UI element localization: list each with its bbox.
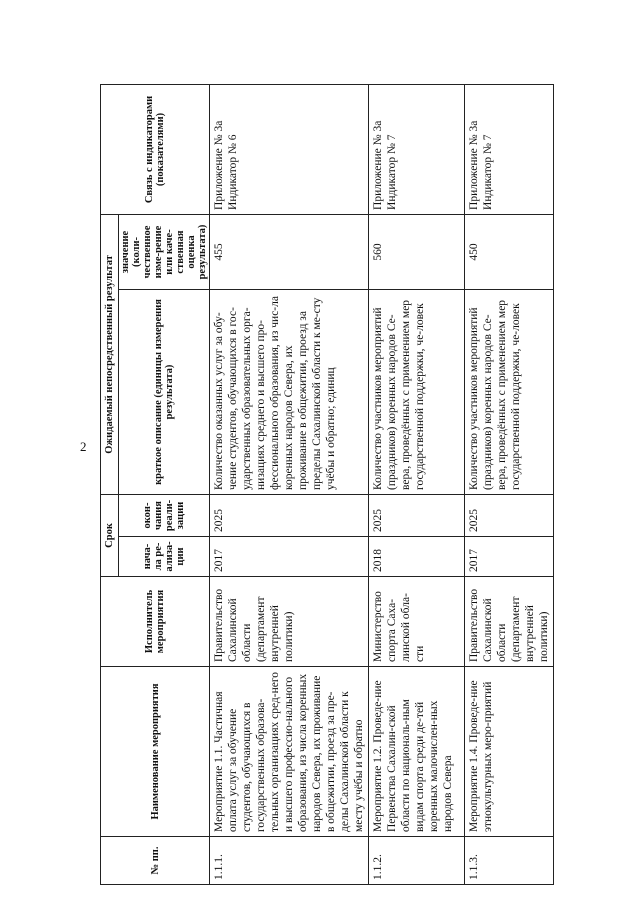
header-value: значение (коли-чественное изме-рение или каче-ственная оценка результата) bbox=[119, 214, 210, 289]
row-link: Приложение № 3а Индикатор № 7 bbox=[465, 84, 554, 214]
table-row bbox=[369, 84, 465, 884]
row-value: 450 bbox=[465, 214, 554, 289]
row-start: 2017 bbox=[210, 537, 369, 577]
header-short: краткое описание (единицы измерения результата) bbox=[119, 289, 210, 494]
row-start: 2017 bbox=[465, 537, 554, 577]
table-row bbox=[465, 84, 554, 884]
header-num: № пп. bbox=[101, 837, 210, 885]
row-description: Количество участников мероприятий (праздников) коренных народов Се-вера, проведённых с применением мер государственной поддержки, че-ловек bbox=[369, 289, 465, 494]
table-row bbox=[210, 84, 369, 884]
row-end: 2025 bbox=[210, 494, 369, 536]
header-end: окон-чания реали-зации bbox=[119, 494, 210, 536]
row-value: 560 bbox=[369, 214, 465, 289]
header-result: Ожидаемый непосредственный результат bbox=[101, 214, 119, 494]
row-num: 1.1.2. bbox=[369, 837, 465, 885]
row-link: Приложение № 3а Индикатор № 6 bbox=[210, 84, 369, 214]
header-start: нача-ла ре-ализа-ции bbox=[119, 537, 210, 577]
row-end: 2025 bbox=[369, 494, 465, 536]
row-executor: Правительство Сахалинской области (департамент внутренней политики) bbox=[465, 577, 554, 667]
header-term: Срок bbox=[101, 494, 119, 576]
row-value: 455 bbox=[210, 214, 369, 289]
row-start: 2018 bbox=[369, 537, 465, 577]
header-executor: Исполнитель мероприятия bbox=[101, 577, 210, 667]
row-name: Мероприятие 1.1. Частичная оплата услуг за обучение студентов, обучающихся в государственных образова-тельных организациях сред-него и высшего профессио-нального образования, из числа коренных народов Севера, их проживание в общежитии, проезд за пре-делы Сахалинской области к месту учёбы и обратно bbox=[210, 667, 369, 837]
page-number: 2 bbox=[80, 439, 87, 454]
row-description: Количество участников мероприятий (праздников) коренных народов Се-вера, проведённых с применением мер государственной поддержки, че-ловек bbox=[465, 289, 554, 494]
header-name: Наименование мероприятия bbox=[101, 667, 210, 837]
row-executor: Министерство спорта Саха-линской обла-сти bbox=[369, 577, 465, 667]
row-executor: Правительство Сахалинской области (департамент внутренней политики) bbox=[210, 577, 369, 667]
header-link: Связь с индикаторами (показателями) bbox=[101, 84, 210, 214]
row-num: 1.1.3. bbox=[465, 837, 554, 885]
row-name: Мероприятие 1.2. Проведе-ние Первенства Сахалин-ской области по националь-ным видам спорта среди де-тей коренных малочислен-ных народов Севера bbox=[369, 667, 465, 837]
row-link: Приложение № 3а Индикатор № 7 bbox=[369, 84, 465, 214]
row-name: Мероприятие 1.4. Проведе-ние этнокультурных меро-приятий bbox=[465, 667, 554, 837]
row-description: Количество оказанных услуг за обу-чение студентов, обучающихся в гос-ударственных образовательных орга-низациях среднего и высшего про-фессионального образования, из чис-ла коренных народов Севера, их проживание в общежитии, проезд за пределы Сахалинской области к ме-сту учёбы и обратно; единиц bbox=[210, 289, 369, 494]
row-end: 2025 bbox=[465, 494, 554, 536]
measures-table bbox=[100, 84, 554, 885]
row-num: 1.1.1. bbox=[210, 837, 369, 885]
rotated-table-wrapper bbox=[100, 85, 550, 885]
